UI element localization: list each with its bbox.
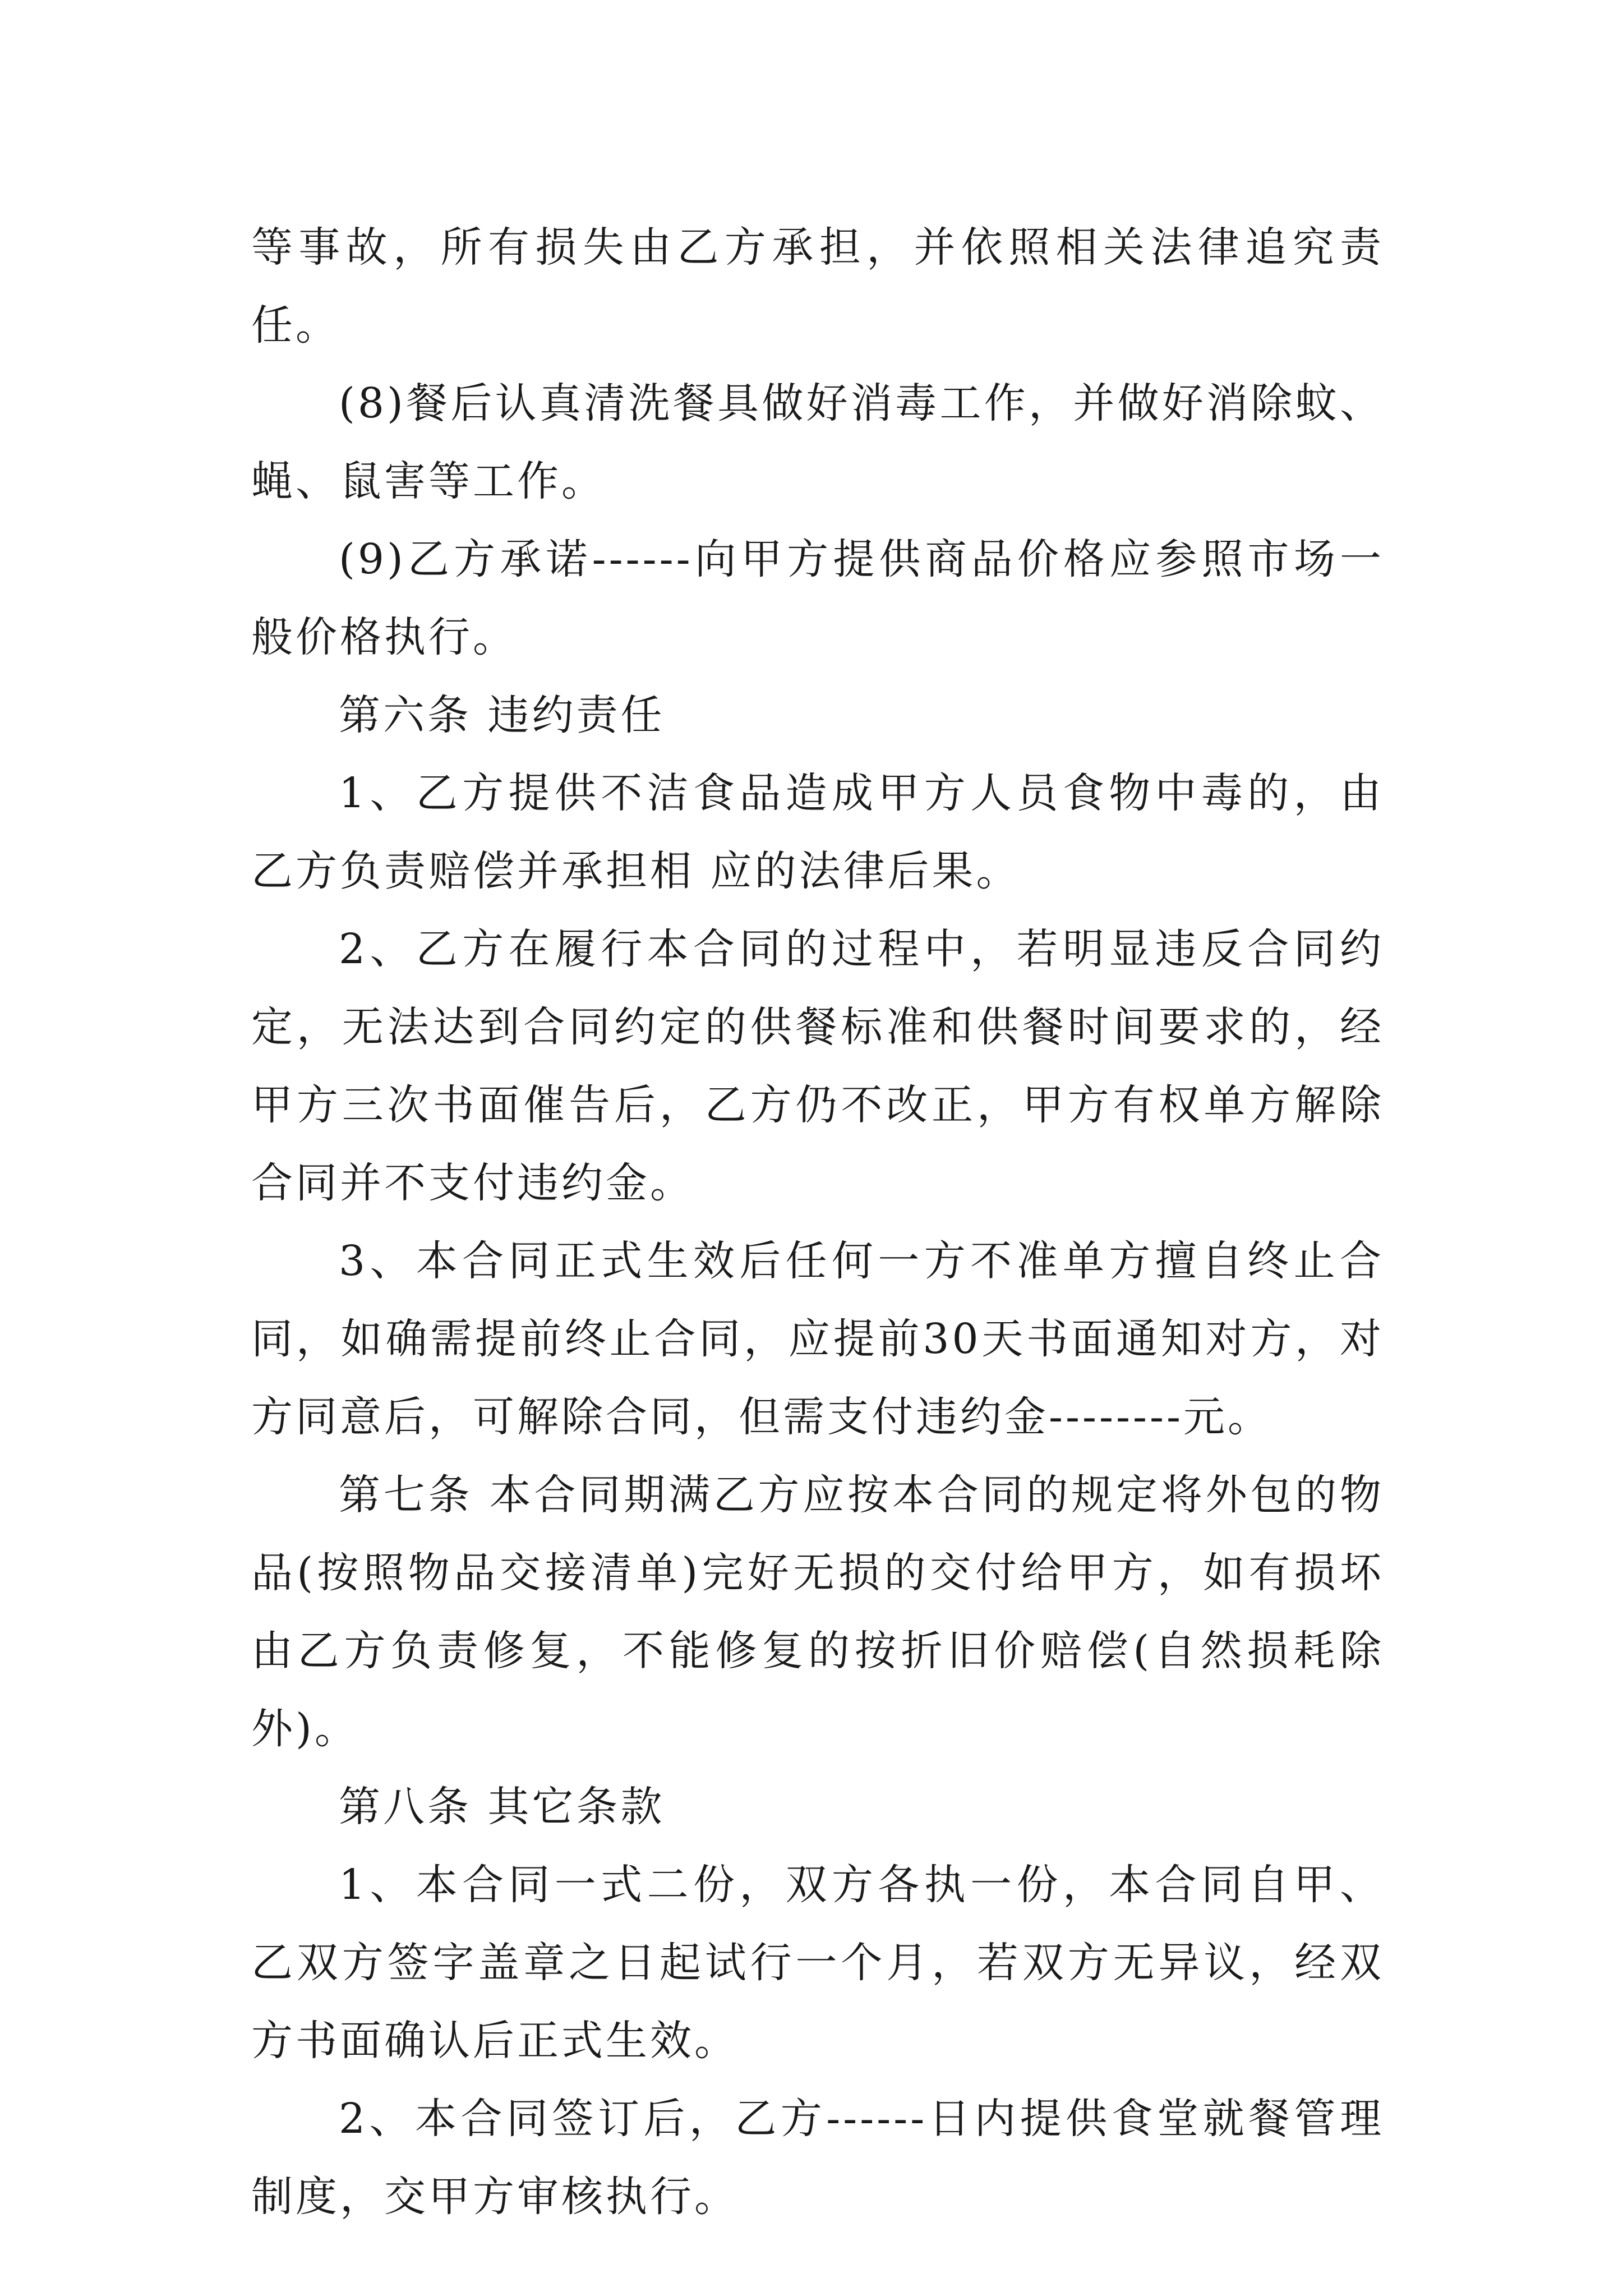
article-7-paragraph: 第七条 本合同期满乙方应按本合同的规定将外包的物品(按照物品交接清单)完好无损的交付给甲方，如有损坏由乙方负责修复，不能修复的按折旧价赔偿(自然损耗除外)。 [251,1471,1384,1753]
article-6-heading: 第六条 违约责任 [339,691,665,739]
document-body [251,209,1384,2236]
article-8-clause-2: 2、本合同签订后，乙方------日内提供食堂就餐管理制度，交甲方审核执行。 [251,2095,1384,2221]
article-8-heading: 第八条 其它条款 [339,1783,665,1831]
article-6-clause-2: 2、乙方在履行本合同的过程中，若明显违反合同约定，无法达到合同约定的供餐标准和供餐时间要求的，经甲方三次书面催告后，乙方仍不改正，甲方有权单方解除合同并不支付违约金。 [251,925,1384,1207]
article-6-clause-1: 1、乙方提供不洁食品造成甲方人员食物中毒的，由乙方负责赔偿并承担相 应的法律后果。 [251,769,1384,895]
paragraph-continuation: 等事故，所有损失由乙方承担，并依照相关法律追究责任。 [251,223,1384,349]
article-8-clause-1: 1、本合同一式二份，双方各执一份，本合同自甲、乙双方签字盖章之日起试行一个月，若双方无异议，经双方书面确认后正式生效。 [251,1861,1384,2065]
paragraph-item-9: (9)乙方承诺------向甲方提供商品价格应参照市场一般价格执行。 [251,535,1384,661]
article-6-clause-3: 3、本合同正式生效后任何一方不准单方擅自终止合同，如确需提前终止合同，应提前30天书面通知对方，对方同意后，可解除合同，但需支付违约金--------元。 [251,1237,1384,1441]
paragraph-item-8: (8)餐后认真清洗餐具做好消毒工作，并做好消除蚊、蝇、鼠害等工作。 [251,379,1384,505]
